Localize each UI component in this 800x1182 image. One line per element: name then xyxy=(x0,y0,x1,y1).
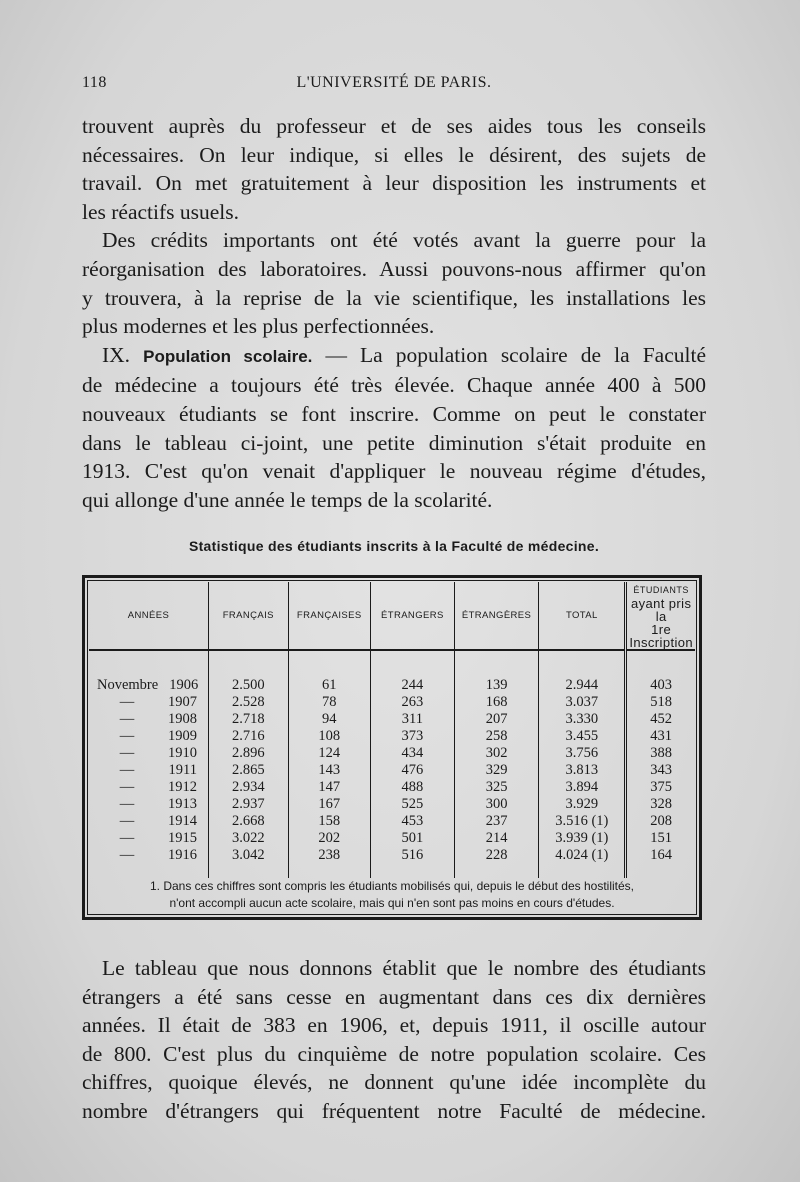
table-filler-cell xyxy=(89,864,209,878)
table-footnote-line2: n'ont accompli aucun acte scolaire, mais qui n'en sont pas moins en cours d'études. xyxy=(169,896,615,910)
body-top-line: travail. On met gratuitement à leur disposition les instruments et xyxy=(82,171,706,196)
table-filler-row xyxy=(89,864,695,878)
table-row xyxy=(89,813,695,830)
body-bottom-line: nombre d'étrangers qui fréquentent notre Faculté de médecine. xyxy=(82,1098,706,1123)
cell-year: 1913 xyxy=(168,796,197,812)
cell-annee xyxy=(89,762,209,779)
cell-total: 3.037 xyxy=(539,694,626,711)
section-ix-heading: Population scolaire. xyxy=(143,346,313,366)
cell-year: 1915 xyxy=(168,830,197,846)
body-bottom-line: chiffres, quoique élevés, ne donnent qu'une idée incomplète du xyxy=(82,1070,706,1095)
table-filler-cell xyxy=(626,864,695,878)
section-ix-number: IX. xyxy=(102,342,131,367)
cell-annee xyxy=(89,694,209,711)
cell-year: 1909 xyxy=(168,728,197,744)
table-row xyxy=(89,728,695,745)
table-spacer-cell xyxy=(370,650,454,677)
cell-etrangeres: 139 xyxy=(454,677,538,694)
cell-month: — xyxy=(119,694,135,710)
cell-francaises: 143 xyxy=(288,762,370,779)
section-ix-line-0: — La population scolaire de la Faculté xyxy=(325,342,706,367)
cell-inscr: 388 xyxy=(626,745,695,762)
cell-inscr: 208 xyxy=(626,813,695,830)
body-top-line: réorganisation des laboratoires. Aussi pouvons-nous affirmer qu'on xyxy=(82,256,706,281)
cell-month: — xyxy=(119,847,135,863)
cell-francaises: 108 xyxy=(288,728,370,745)
cell-francaises: 147 xyxy=(288,779,370,796)
cell-etrangers: 453 xyxy=(370,813,454,830)
body-top-line: plus modernes et les plus perfectionnées. xyxy=(82,314,435,339)
table-row xyxy=(89,762,695,779)
cell-total: 3.813 xyxy=(539,762,626,779)
table-row xyxy=(89,847,695,864)
cell-annee xyxy=(89,728,209,745)
cell-francaises: 124 xyxy=(288,745,370,762)
cell-etrangers: 525 xyxy=(370,796,454,813)
cell-year: 1906 xyxy=(169,677,199,693)
cell-total: 4.024 (1) xyxy=(539,847,626,864)
cell-francais: 3.042 xyxy=(209,847,289,864)
cell-etrangeres: 325 xyxy=(454,779,538,796)
body-top-line: nécessaires. On leur indique, si elles le désirent, des sujets de xyxy=(82,142,706,167)
table-row xyxy=(89,796,695,813)
cell-total: 2.944 xyxy=(539,677,626,694)
body-top-line: Des crédits importants ont été votés avant la guerre pour la xyxy=(102,228,706,253)
section-ix-line: de médecine a toujours été très élevée. Chaque année 400 à 500 xyxy=(82,373,706,398)
cell-month: — xyxy=(119,728,135,744)
col-header-etrangers: ÉTRANGERS xyxy=(370,582,454,650)
cell-etrangeres: 214 xyxy=(454,830,538,847)
cell-annee xyxy=(89,745,209,762)
section-ix-line: 1913. C'est qu'on venait d'appliquer le nouveau régime d'études, xyxy=(82,459,706,484)
cell-annee xyxy=(89,711,209,728)
table-spacer-cell xyxy=(89,650,209,677)
cell-year: 1912 xyxy=(168,779,197,795)
cell-total: 3.894 xyxy=(539,779,626,796)
body-top-line: les réactifs usuels. xyxy=(82,199,240,224)
cell-inscr: 151 xyxy=(626,830,695,847)
cell-inscr: 328 xyxy=(626,796,695,813)
cell-year: 1907 xyxy=(168,694,197,710)
cell-inscr: 343 xyxy=(626,762,695,779)
cell-annee xyxy=(89,796,209,813)
table-row xyxy=(89,745,695,762)
page-number: 118 xyxy=(82,74,107,91)
statistics-table-frame xyxy=(82,575,702,920)
cell-francais: 2.865 xyxy=(209,762,289,779)
cell-annee xyxy=(89,677,209,694)
cell-etrangers: 244 xyxy=(370,677,454,694)
body-text-top xyxy=(82,112,706,514)
cell-annee xyxy=(89,779,209,796)
cell-etrangers: 311 xyxy=(370,711,454,728)
body-top-line: trouvent auprès du professeur et de ses aides tous les conseils xyxy=(82,114,706,138)
col-header-total: TOTAL xyxy=(539,582,626,650)
cell-inscr: 452 xyxy=(626,711,695,728)
table-spacer-cell xyxy=(209,650,289,677)
cell-francais: 2.718 xyxy=(209,711,289,728)
cell-francais: 2.937 xyxy=(209,796,289,813)
body-top-line: y trouvera, à la reprise de la vie scientifique, les installations les xyxy=(82,285,706,310)
cell-francais: 2.500 xyxy=(209,677,289,694)
cell-etrangers: 434 xyxy=(370,745,454,762)
cell-etrangeres: 207 xyxy=(454,711,538,728)
cell-month: — xyxy=(119,830,135,846)
section-ix-first-line xyxy=(82,341,706,372)
cell-inscr: 375 xyxy=(626,779,695,796)
cell-francais: 2.934 xyxy=(209,779,289,796)
cell-francaises: 94 xyxy=(288,711,370,728)
table-row xyxy=(89,694,695,711)
cell-year: 1910 xyxy=(168,745,197,761)
col-header-inscription-line1: ÉTUDIANTS xyxy=(633,585,689,595)
cell-year: 1916 xyxy=(168,847,197,863)
col-header-annees: ANNÉES xyxy=(89,582,209,650)
table-filler-cell xyxy=(454,864,538,878)
cell-francaises: 167 xyxy=(288,796,370,813)
cell-francais: 2.896 xyxy=(209,745,289,762)
cell-etrangeres: 237 xyxy=(454,813,538,830)
cell-annee xyxy=(89,813,209,830)
cell-month: — xyxy=(119,779,135,795)
cell-etrangeres: 329 xyxy=(454,762,538,779)
cell-inscr: 431 xyxy=(626,728,695,745)
table-filler-cell xyxy=(209,864,289,878)
table-spacer-cell xyxy=(626,650,695,677)
cell-year: 1914 xyxy=(168,813,197,829)
cell-etrangeres: 302 xyxy=(454,745,538,762)
cell-francaises: 158 xyxy=(288,813,370,830)
col-header-francais: FRANÇAIS xyxy=(209,582,289,650)
table-filler-cell xyxy=(539,864,626,878)
cell-total: 3.516 (1) xyxy=(539,813,626,830)
cell-total: 3.929 xyxy=(539,796,626,813)
table-filler-cell xyxy=(370,864,454,878)
cell-francais: 2.668 xyxy=(209,813,289,830)
col-header-inscription-line4: 1re Inscription xyxy=(629,622,694,650)
cell-etrangers: 373 xyxy=(370,728,454,745)
table-footnote xyxy=(97,878,687,912)
col-header-etrangeres: ÉTRANGÈRES xyxy=(454,582,538,650)
cell-month: Novembre xyxy=(97,677,159,693)
table-row xyxy=(89,711,695,728)
cell-etrangers: 501 xyxy=(370,830,454,847)
body-text-bottom xyxy=(82,954,706,1126)
cell-francaises: 202 xyxy=(288,830,370,847)
table-row xyxy=(89,779,695,796)
cell-etrangeres: 300 xyxy=(454,796,538,813)
cell-month: — xyxy=(119,745,135,761)
cell-francaises: 238 xyxy=(288,847,370,864)
cell-etrangers: 516 xyxy=(370,847,454,864)
body-bottom-line: années. Il était de 383 en 1906, et, depuis 1911, il oscille autour xyxy=(82,1013,706,1038)
table-filler-cell xyxy=(288,864,370,878)
cell-month: — xyxy=(119,813,135,829)
cell-etrangeres: 258 xyxy=(454,728,538,745)
table-footnote-line1: 1. Dans ces chiffres sont compris les étudiants mobilisés qui, depuis le début des hostilités, xyxy=(149,879,635,893)
cell-total: 3.330 xyxy=(539,711,626,728)
cell-francais: 3.022 xyxy=(209,830,289,847)
cell-total: 3.455 xyxy=(539,728,626,745)
table-row xyxy=(89,677,695,694)
cell-month: — xyxy=(119,711,135,727)
table-row xyxy=(89,830,695,847)
running-head: L'UNIVERSITÉ DE PARIS. xyxy=(296,74,492,91)
section-ix-line: qui allonge d'une année le temps de la scolarité. xyxy=(82,487,493,512)
cell-inscr: 518 xyxy=(626,694,695,711)
table-spacer-cell xyxy=(539,650,626,677)
cell-month: — xyxy=(119,796,135,812)
page-header xyxy=(82,74,706,98)
cell-year: 1908 xyxy=(168,711,197,727)
table-header-row xyxy=(89,582,695,650)
statistics-table xyxy=(89,582,695,878)
col-header-francaises: FRANÇAISES xyxy=(288,582,370,650)
cell-total: 3.756 xyxy=(539,745,626,762)
cell-inscr: 403 xyxy=(626,677,695,694)
cell-francaises: 61 xyxy=(288,677,370,694)
cell-year: 1911 xyxy=(168,762,197,778)
cell-etrangeres: 228 xyxy=(454,847,538,864)
table-spacer-cell xyxy=(288,650,370,677)
col-header-inscription xyxy=(626,582,695,650)
body-bottom-line: de 800. C'est plus du cinquième de notre population scolaire. Ces xyxy=(82,1041,706,1066)
cell-francaises: 78 xyxy=(288,694,370,711)
cell-total: 3.939 (1) xyxy=(539,830,626,847)
cell-francais: 2.716 xyxy=(209,728,289,745)
cell-annee xyxy=(89,847,209,864)
cell-etrangers: 476 xyxy=(370,762,454,779)
section-ix-line: dans le tableau ci-joint, une petite diminution s'était produite en xyxy=(82,430,706,455)
table-spacer-cell xyxy=(454,650,538,677)
table-spacer-row xyxy=(89,650,695,677)
cell-month: — xyxy=(119,762,135,778)
table-caption: Statistique des étudiants inscrits à la Faculté de médecine. xyxy=(188,538,600,554)
section-ix-line: nouveaux étudiants se font inscrire. Comme on peut le constater xyxy=(82,401,706,426)
body-bottom-line: Le tableau que nous donnons établit que le nombre des étudiants xyxy=(102,956,706,980)
cell-inscr: 164 xyxy=(626,847,695,864)
cell-annee xyxy=(89,830,209,847)
col-header-inscription-line2: ayant pris xyxy=(630,596,692,611)
cell-etrangeres: 168 xyxy=(454,694,538,711)
cell-etrangers: 263 xyxy=(370,694,454,711)
cell-etrangers: 488 xyxy=(370,779,454,796)
cell-francais: 2.528 xyxy=(209,694,289,711)
col-header-inscription-line3: la xyxy=(655,609,667,624)
body-bottom-line: étrangers a été sans cesse en augmentant dans ces dix dernières xyxy=(82,984,706,1009)
